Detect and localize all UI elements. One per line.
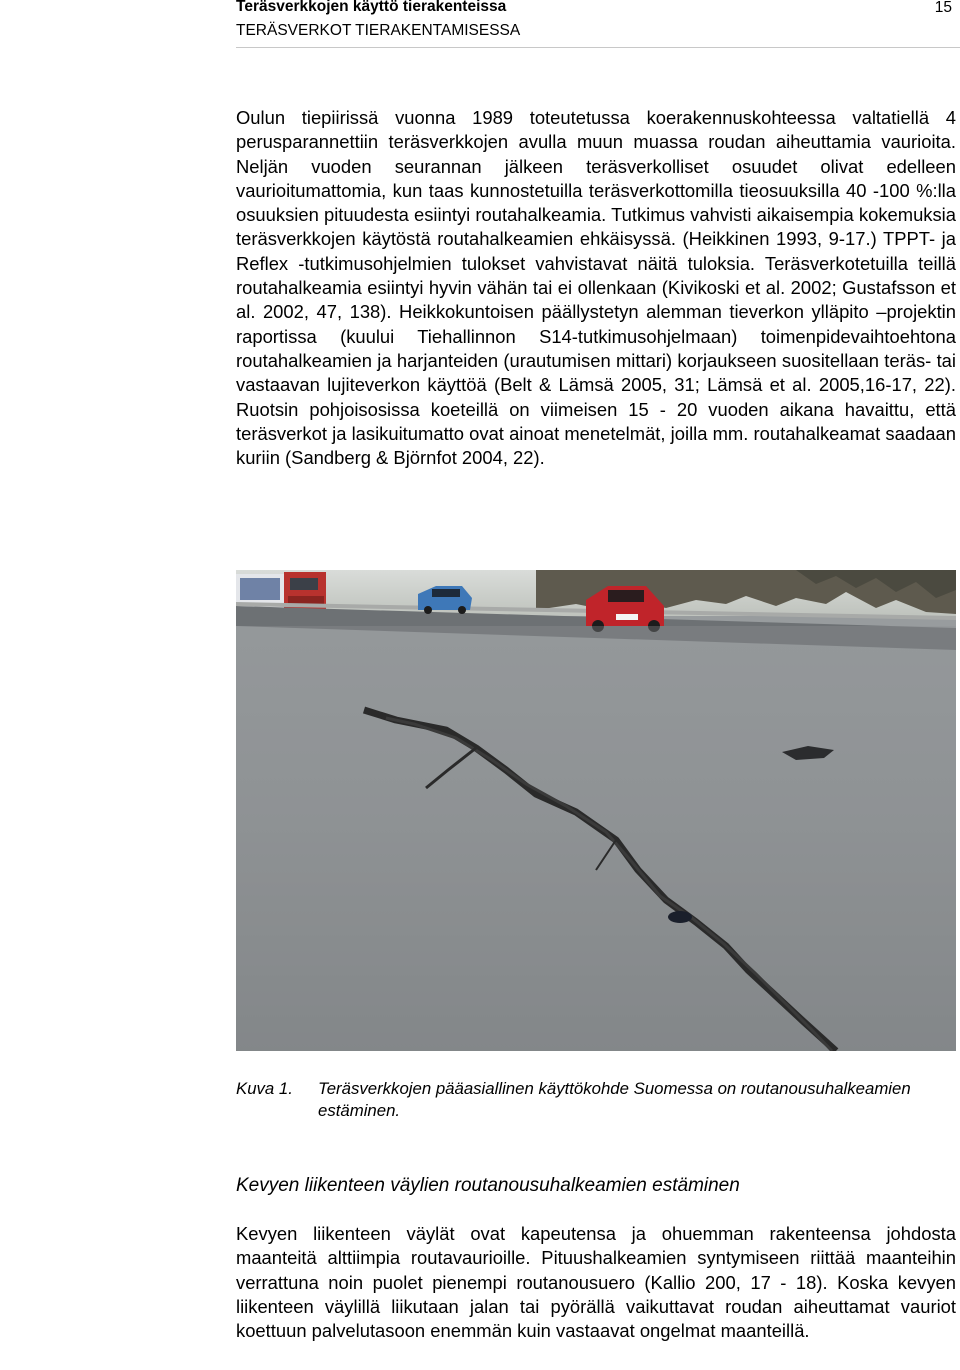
header-title: Teräsverkkojen käyttö tierakenteissa <box>236 0 507 15</box>
body-paragraph-2: Kevyen liikenteen väylät ovat kapeutensa ja ohuemman rakenteensa johdosta maanteitä alttiimpia routavaurioille. Pituushalkeamien syntymiseen riittää maanteihin verrattuna noin puolet pienempi routanousuero (Kallio 200, 17 - 18). Koska kevyen liikenteen väylillä liikutaan jalan tai pyörällä vaikuttavat roudan aiheuttamat vauriot koettuun palvelutasoon enemmän kuin vastaavat ongelmat maanteillä. <box>236 1223 956 1342</box>
figure-caption-text: Teräsverkkojen pääasiallinen käyttökohde Suomessa on routanousuhalkeamien estäminen. <box>318 1079 911 1120</box>
page-number: 15 <box>934 0 952 16</box>
body-paragraph-1: Oulun tiepiirissä vuonna 1989 toteutetussa koerakennuskohteessa valtatiellä 4 perusparannettiin teräsverkkojen avulla muun muassa roudan aiheuttamia vaurioita. Neljän vuoden seurannan jälkeen teräsverkolliset osuudet olivat edelleen vaurioitumattomia, kun taas kunnostetuilla teräsverkottomilla tieosuuksilla 40 -100 %:lla osuuksien pituudesta esiintyi routahalkeamia. Tutkimus vahvisti aikaisempia kokemuksia teräsverkkojen käytöstä routahalkeamien ehkäisyssä. (Heikkinen 1993, 9-17.) TPPT- ja Reflex -tutkimusohjelmien tulokset vahvistavat näitä tuloksia. Teräsverkotetuilla teillä routahalkeamia esiintyi hyvin vähän tai ei ollenkaan (Kivikoski et al. 2002; Gustafsson et al. 2002, 47, 138). Heikkokuntoisen päällystetyn alemman tieverkon ylläpito –projektin raportissa (kuului Tiehallinnon S14-tutkimusohjelmaan) toimenpidevaihtoehtona routahalkeamien ja harjanteiden (urautumisen mittari) korjaukseen suositellaan teräs- tai vastaavan lujiteverkon käyttöä (Belt & Lämsä 2005, 31; Lämsä et al. 2005,16-17, 22). Ruotsin pohjoisosissa koeteillä on viimeisen 15 - 20 vuoden aikana havaittu, että teräsverkot ja lasikuitumatto ovat ainoat menetelmät, joilla mm. routahalkeamat saadaan kuriin (Sandberg & Björnfot 2004, 22). <box>236 107 956 469</box>
figure-label: Kuva 1. <box>236 1079 293 1098</box>
header-divider <box>236 47 960 48</box>
header-subtitle: TERÄSVERKOT TIERAKENTAMISESSA <box>236 22 521 39</box>
section-heading: Kevyen liikenteen väylien routanousuhalkeamien estäminen <box>236 1175 740 1196</box>
road-crack-photo <box>236 570 956 1051</box>
running-header <box>236 0 956 50</box>
